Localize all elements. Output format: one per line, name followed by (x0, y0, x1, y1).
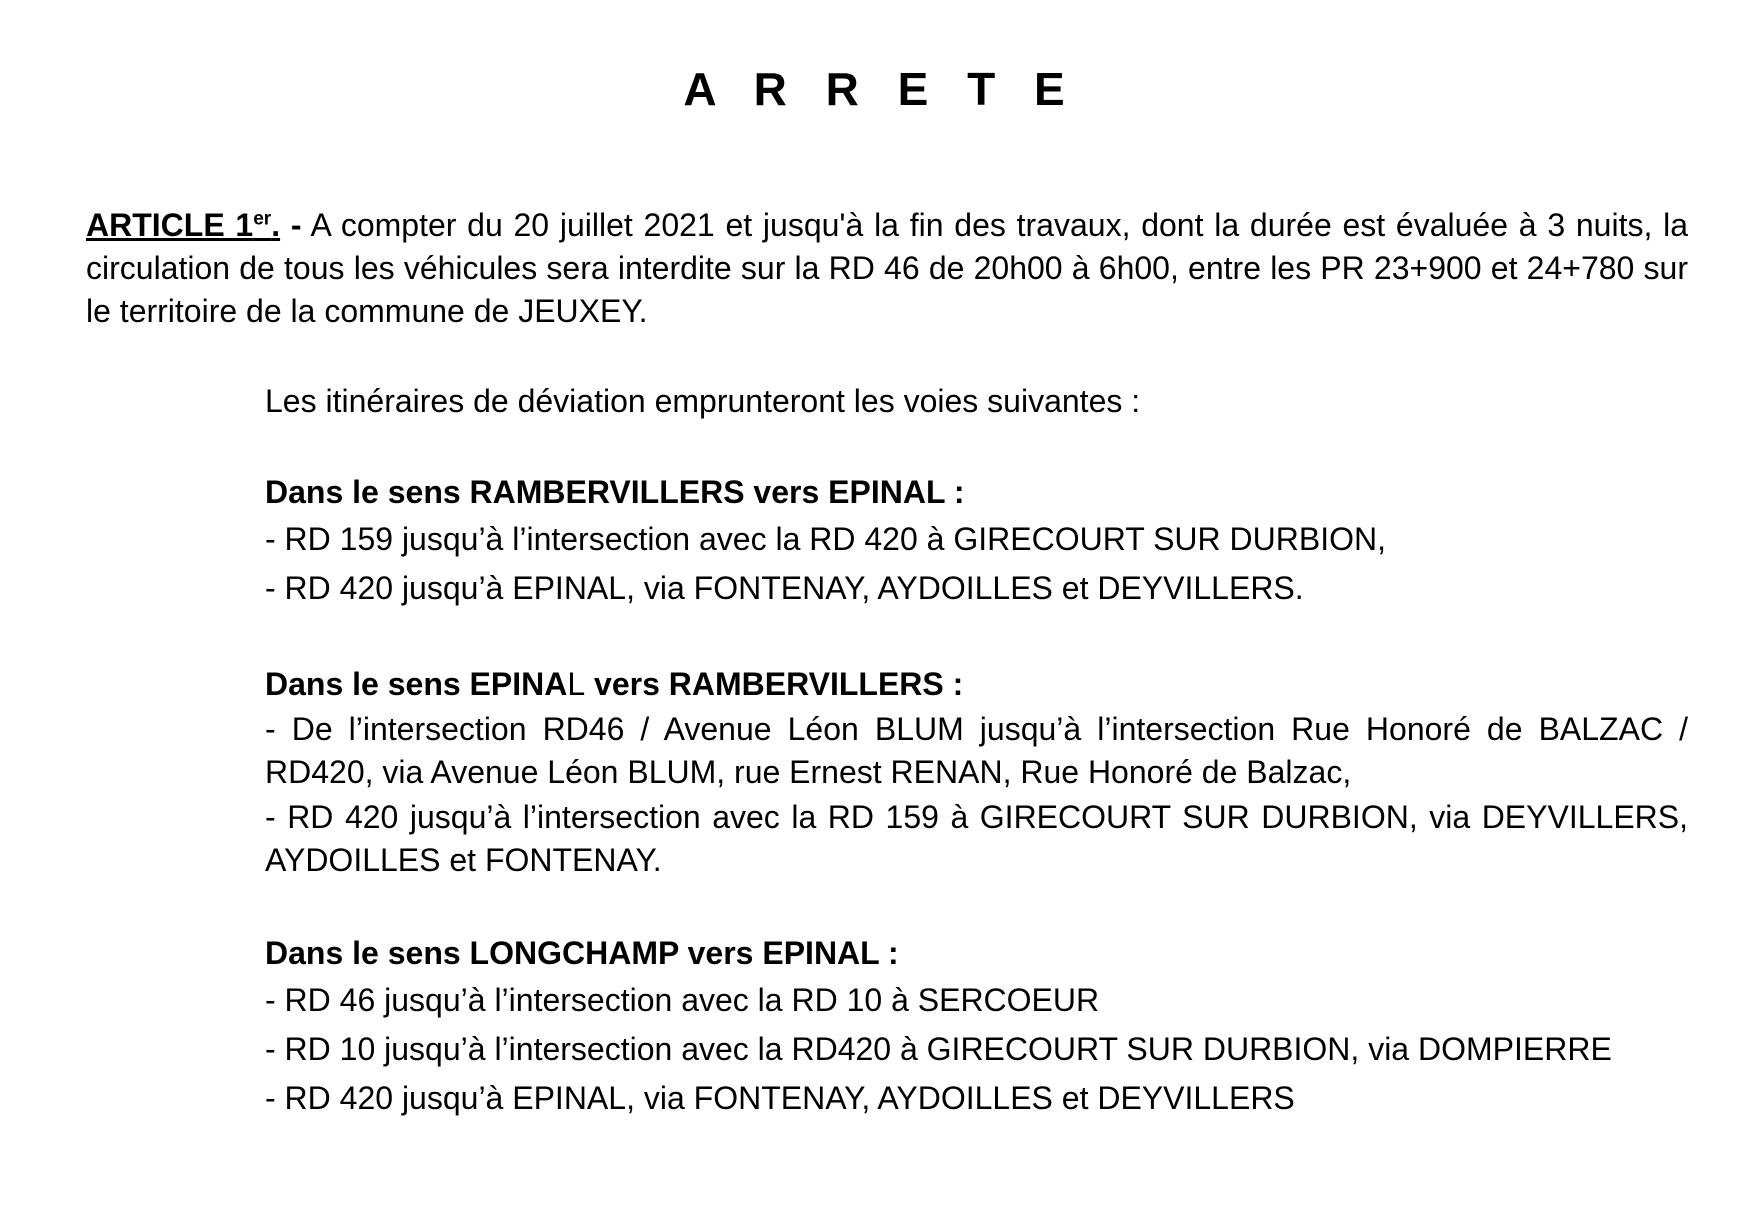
article-label (86, 207, 280, 243)
route-line: - RD 420 jusqu’à EPINAL, via FONTENAY, AYDOILLES et DEYVILLERS. (265, 570, 1304, 606)
route-line: - RD 420 jusqu’à l’intersection avec la RD 159 à GIRECOURT SUR DURBION, via DEYVILLERS, AYDOILLES et FONTENAY. (265, 799, 1688, 878)
section-heading: Dans le sens RAMBERVILLERS vers EPINAL : (265, 474, 965, 510)
section-heading-part: vers RAMBERVILLERS : (585, 666, 964, 702)
article-label-sup: er (253, 208, 272, 230)
section-epinal-rambervillers (265, 663, 1688, 882)
article-label-end: . (271, 207, 281, 243)
section-longchamp-epinal (265, 932, 1688, 1120)
article-label-text: ARTICLE 1 (86, 207, 254, 243)
article-text: A compter du 20 juillet 2021 et jusqu'à la fin des travaux, dont la durée est évaluée à 3 nuits, la circulation de tous les véhicules sera interdite sur la RD 46 de 20h00 à 6h00, entre les PR 23+900 et 24+780 sur le territoire de la commune de JEUXEY. (86, 207, 1689, 329)
section-heading-part: Dans le sens EPINA (265, 666, 568, 702)
deviation-intro: Les itinéraires de déviation emprunteront les voies suivantes : (265, 383, 1141, 419)
section-rambervillers-epinal (265, 471, 1688, 610)
article-paragraph (86, 204, 1688, 333)
route-line: - RD 46 jusqu’à l’intersection avec la RD 10 à SERCOEUR (265, 982, 1100, 1018)
section-heading (265, 663, 1688, 706)
section-heading: Dans le sens LONGCHAMP vers EPINAL : (265, 935, 899, 971)
route-line: - De l’intersection RD46 / Avenue Léon BLUM jusqu’à l’intersection Rue Honoré de BALZAC / RD420, via Avenue Léon BLUM, rue Ernest RENAN, Rue Honoré de Balzac, (265, 711, 1688, 790)
article-dash: - (280, 207, 302, 243)
section-heading-part: L (567, 666, 586, 702)
document-title: A R R E T E (683, 63, 1078, 115)
route-line: - RD 10 jusqu’à l’intersection avec la RD420 à GIRECOURT SUR DURBION, via DOMPIERRE (265, 1031, 1612, 1067)
route-line: - RD 159 jusqu’à l’intersection avec la RD 420 à GIRECOURT SUR DURBION, (265, 521, 1386, 557)
route-line: - RD 420 jusqu’à EPINAL, via FONTENAY, AYDOILLES et DEYVILLERS (265, 1080, 1295, 1116)
